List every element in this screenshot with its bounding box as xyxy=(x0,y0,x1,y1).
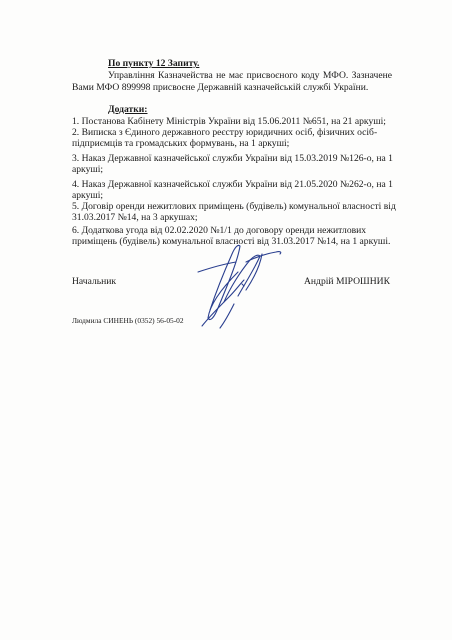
attachment-line: 6. Додаткова угода від 02.02.2020 №1/1 до договору оренди нежитлових xyxy=(72,225,367,236)
attachment-line: 2. Виписка з Єдиного державного реєстру юридичних осіб, фізичних осіб- xyxy=(72,127,378,138)
attachment-line: 1. Постанова Кабінету Міністрів України від 15.06.2011 №651, на 21 аркуші; xyxy=(72,116,386,127)
attachment-line: 5. Договір оренди нежитлових приміщень (будівель) комунальної власності від xyxy=(72,201,396,212)
handwritten-signature xyxy=(180,232,290,332)
signatory-name: Андрій МІРОШНИК xyxy=(304,276,390,287)
attachment-line: аркуші; xyxy=(72,164,104,175)
signatory-position: Начальник xyxy=(72,276,117,287)
attachment-line: 4. Наказ Державної казначейської служби України від 21.05.2020 №262-о, на 1 xyxy=(72,179,393,190)
attachment-line: приміщень (будівель) комунальної власності від 31.03.2017 №14, на 1 аркуші. xyxy=(72,236,391,247)
attachment-line: 3. Наказ Державної казначейської служби України від 15.03.2019 №126-о, на 1 xyxy=(72,153,393,164)
attachment-line: аркуші; xyxy=(72,190,104,201)
attachment-line: підприємців та громадських формувань, на 1 аркуші; xyxy=(72,138,290,149)
attachments-title: Додатки: xyxy=(108,104,148,115)
attachment-line: 31.03.2017 №14, на 3 аркушах; xyxy=(72,212,198,223)
executor-contact: Людмила СИНЕНЬ (0352) 56-05-02 xyxy=(72,316,184,325)
paragraph-line-1: Управління Казначейства не має присвоєного коду МФО. Зазначене xyxy=(108,70,392,81)
paragraph-line-2: Вами МФО 899998 присвоєне Державній казначейській службі України. xyxy=(72,82,369,93)
section-title: По пункту 12 Запиту. xyxy=(108,58,200,69)
